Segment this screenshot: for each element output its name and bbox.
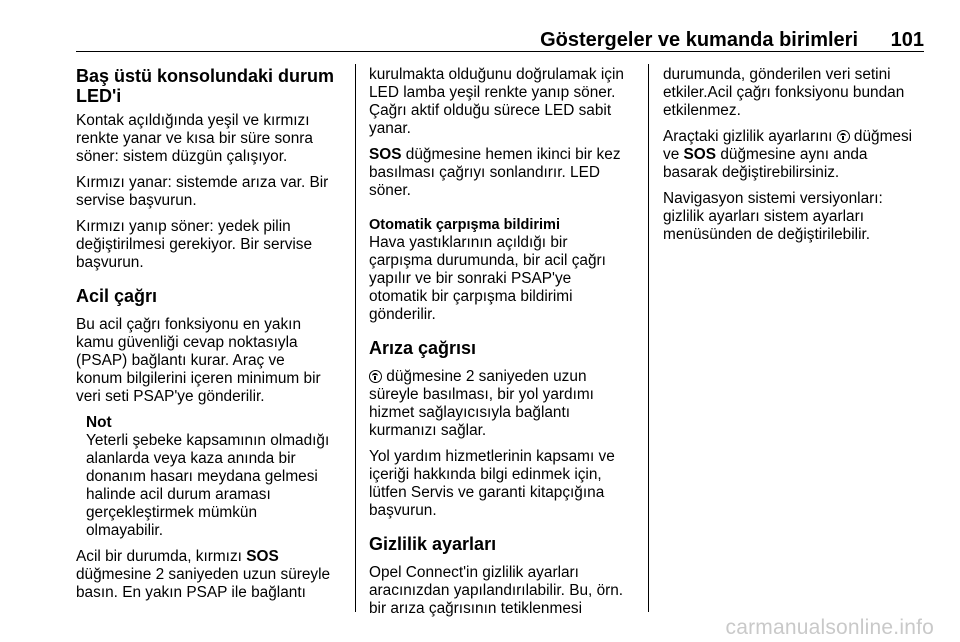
column-3: [663, 66, 927, 252]
watermark: carmanualsonline.info: [725, 616, 934, 639]
paragraph-led-red: Kırmızı yanar: sistemde arıza var. Bir servise başvurun.: [76, 174, 329, 209]
heading-emergency-call: Acil çağrı: [76, 286, 158, 306]
sos-label: SOS: [683, 146, 717, 163]
roadside-assistance-icon: [837, 130, 850, 143]
paragraph-led-red-blink: Kırmızı yanıp söner: yedek pilin değiştirilmesi gerekiyor. Bir servise başvurun.: [76, 218, 313, 271]
note-title: Not: [86, 414, 112, 431]
paragraph-privacy-buttons: Araçtaki gizlilik ayarlarını düğmesi ve SOS düğmesine aynı anda basarak değiştirebilirsiniz.: [663, 128, 913, 181]
paragraph-emergency-press: Acil bir durumda, kırmızı SOS düğmesine 2 saniyeden uzun süreyle basın. En yakın PSAP ile bağlantı: [76, 548, 331, 601]
paragraph-privacy-effect: durumunda, gönderilen veri setini etkiler.Acil çağrı fonksiyonu bundan etkilenmez.: [663, 66, 905, 119]
paragraph-sos-end: SOS düğmesine hemen ikinci bir kez basılması çağrıyı sonlandırır. LED söner.: [369, 146, 621, 199]
sos-label: SOS: [369, 146, 402, 163]
header-title: Göstergeler ve kumanda birimleri: [540, 29, 858, 51]
header-rule: [76, 51, 924, 52]
sos-label: SOS: [246, 548, 279, 565]
paragraph-led-green-red: Kontak açıldığında yeşil ve kırmızı renkte yanar ve kısa bir süre sonra söner: sistem düzgün çalışıyor.: [76, 112, 313, 165]
heading-status-led: Baş üstü konsolundaki durum LED'i: [76, 66, 335, 106]
paragraph-led-confirm: kurulmakta olduğunu doğrulamak için LED lamba yeşil renkte yanıp söner. Çağrı aktif olduğu sürece LED sabit yanar.: [369, 66, 624, 137]
heading-privacy-settings: Gizlilik ayarları: [369, 534, 497, 554]
roadside-assistance-icon: [369, 370, 382, 383]
paragraph-emergency-function: Bu acil çağrı fonksiyonu en yakın kamu güvenliği cevap noktasıyla (PSAP) bağlantı kurar. Araç ve konum bilgilerini içeren minimum bir veri seti PSAP'ye gönderilir.: [76, 316, 321, 405]
column-1: [76, 66, 352, 610]
column-divider-2: [648, 64, 649, 612]
paragraph-navigation-versions: Navigasyon sistemi versiyonları: gizlilik ayarları sistem ayarları menüsünden de değiştirilebilir.: [663, 190, 883, 243]
paragraph-breakdown-press: düğmesine 2 saniyeden uzun süreyle basılması, bir yol yardımı hizmet sağlayıcısıyla bağlantı kurmanızı sağlar.: [369, 368, 594, 439]
heading-automatic-crash: Otomatik çarpışma bildirimi: [369, 217, 560, 233]
column-divider-1: [355, 64, 356, 612]
column-2: [369, 66, 641, 626]
paragraph-roadside-scope: Yol yardım hizmetlerinin kapsamı ve içeriği hakkında bilgi edinmek için, lütfen Servis ve garanti kitapçığına başvurun.: [369, 448, 615, 519]
note-block: Not Yeterli şebeke kapsamının olmadığı alanlarda veya kaza anında bir donanım hasarı meydana gelmesi halinde acil durum araması gerçekleştirmek mümkün olmayabilir.: [76, 414, 352, 540]
paragraph-crash-notification: Hava yastıklarının açıldığı bir çarpışma durumunda, bir acil çağrı yapılır ve bir sonraki PSAP'ye otomatik bir çarpışma bildirimi gönderilir.: [369, 234, 606, 323]
paragraph-privacy: Opel Connect'in gizlilik ayarları aracınızdan yapılandırılabilir. Bu, örn. bir arıza çağrısının tetiklenmesi: [369, 564, 624, 617]
page-number: 101: [890, 29, 924, 51]
heading-breakdown-call: Arıza çağrısı: [369, 338, 477, 358]
page-header: [76, 30, 924, 50]
